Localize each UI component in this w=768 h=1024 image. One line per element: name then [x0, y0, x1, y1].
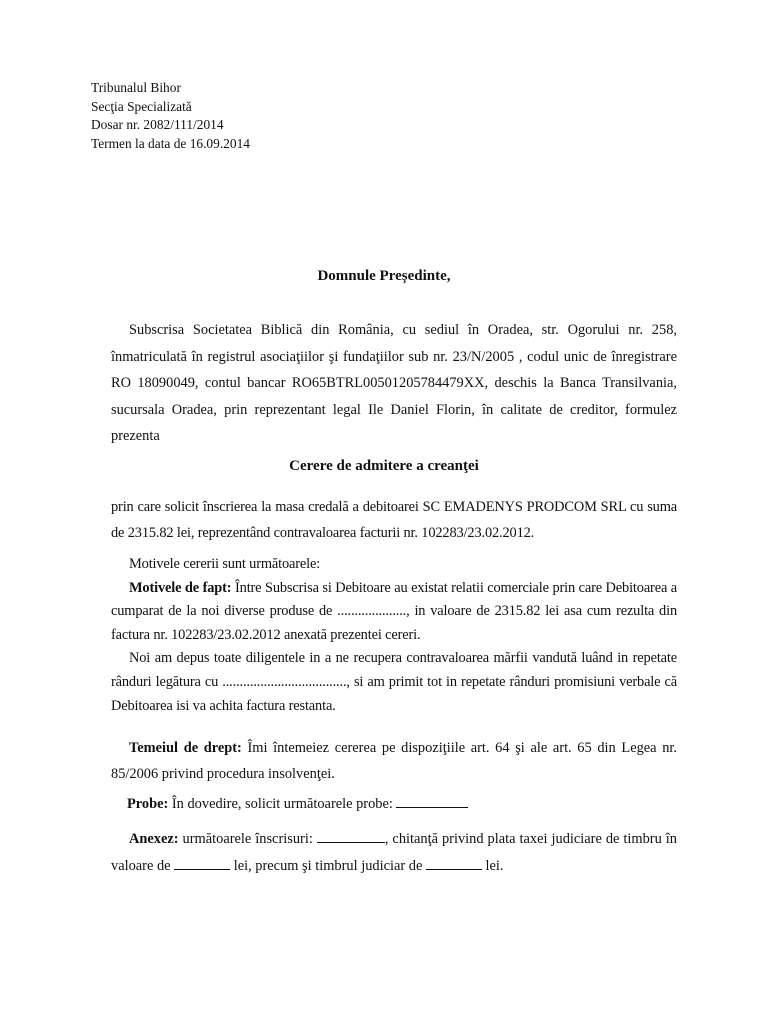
- court-name: Tribunalul Bihor: [91, 80, 181, 95]
- document-header: [91, 79, 491, 153]
- annex-paragraph: [111, 826, 677, 879]
- evidence-label: Probe:: [127, 796, 169, 812]
- annex-text-2: , chitanţă privind plata taxei judiciare de timbru în valoare de: [111, 831, 677, 874]
- intro-paragraph: Subscrisa Societatea Biblică din România, cu sediul în Oradea, str. Ogorului nr. 258, înmatriculată în registrul asociaţiilor şi fundaţiilor sub nr. 23/N/2005 , codul unic de înregistrare RO 18090049, contul bancar RO65BTRL00501205784479XX, deschis la Banca Transilvania, sucursala Oradea, prin reprezentant legal Ile Daniel Florin, în calitate de creditor, formulez prezenta: [111, 322, 677, 444]
- stamp-fee-blank: [174, 857, 230, 870]
- reasons-section: [111, 553, 677, 718]
- legal-label: Temeiul de drept:: [129, 740, 242, 756]
- annex-label: Anexez:: [129, 831, 179, 847]
- file-number: Dosar nr. 2082/111/2014: [91, 117, 224, 132]
- court-section: Secţia Specializată: [91, 98, 192, 114]
- annex-text-3: lei, precum şi timbrul judiciar de: [230, 857, 426, 874]
- evidence-text: În dovedire, solicit următoarele probe:: [168, 796, 397, 812]
- salutation: Domnule Președinte,: [317, 268, 451, 284]
- annex-documents-blank: [317, 830, 385, 843]
- hearing-term: Termen la data de 16.09.2014: [91, 135, 250, 151]
- judicial-stamp-blank: [426, 857, 482, 870]
- annex-text-4: lei.: [481, 857, 504, 874]
- evidence-paragraph: [111, 795, 677, 813]
- reasons-intro: Motivele cererii sunt următoarele:: [129, 556, 321, 572]
- document-title: Cerere de admitere a creanţei: [289, 458, 479, 474]
- legal-basis-paragraph: [111, 735, 677, 787]
- facts-text: Între Subscrisa si Debitoare au existat relatii comerciale prin care Debitoarea a cumparat de la noi diverse produse de ...................., in valoare de 2315.82 lei asa cum rezulta din factura nr. 102283/23.02.2012 anexată prezentei cereri.: [111, 579, 677, 643]
- diligence-paragraph: Noi am depus toate diligentele in a ne recupera contravaloarea mărfii vandută luând in repetate rânduri legătura cu ...................................., si am primit tot in repetate rânduri promisiuni verbale că Debitoarea isi va achita factura restanta.: [111, 650, 677, 714]
- claim-paragraph: prin care solicit înscrierea la masa credală a debitoarei SC EMADENYS PRODCOM SRL cu suma de 2315.82 lei, reprezentând contravaloarea facturii nr. 102283/23.02.2012.: [111, 499, 677, 541]
- annex-text-1: următoarele înscrisuri:: [178, 831, 317, 847]
- facts-label: Motivele de fapt:: [129, 579, 232, 596]
- evidence-blank-line: [396, 795, 468, 808]
- legal-text: Îmi întemeiez cererea pe dispoziţiile art. 64 şi ale art. 65 din Legea nr. 85/2006 privind procedura insolvenţei.: [111, 740, 677, 782]
- facts-paragraph: [111, 577, 677, 648]
